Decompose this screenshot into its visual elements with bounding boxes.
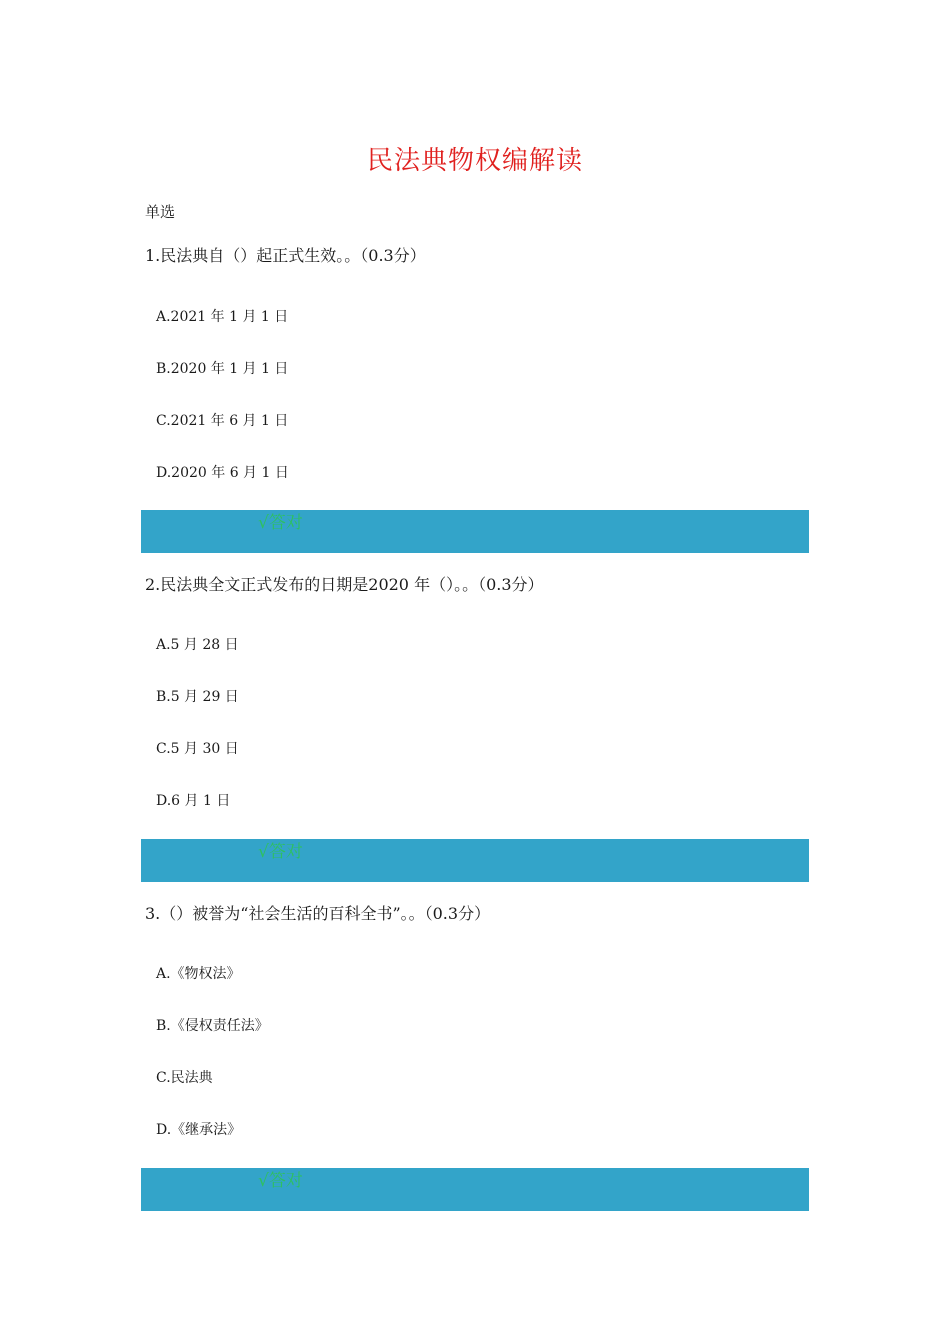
answer-bar: [141, 839, 809, 882]
question-text: 1.民法典自（）起正式生效。。（0.3分）: [145, 246, 426, 265]
option-d[interactable]: D.6 月 1 日: [156, 793, 231, 809]
option-b[interactable]: B.《侵权责任法》: [156, 1018, 269, 1034]
question-3: [0, 902, 950, 1202]
option-d[interactable]: D.《继承法》: [156, 1122, 242, 1138]
option-a[interactable]: A.2021 年 1 月 1 日: [156, 309, 289, 325]
option-a[interactable]: A.5 月 28 日: [156, 637, 239, 653]
page-title: 民法典物权编解读: [366, 146, 583, 176]
answer-result: √答对: [258, 842, 303, 862]
option-d[interactable]: D.2020 年 6 月 1 日: [156, 465, 289, 481]
option-c[interactable]: C.民法典: [156, 1070, 213, 1086]
question-2: [0, 573, 950, 873]
option-c[interactable]: C.5 月 30 日: [156, 741, 239, 757]
answer-result: √答对: [258, 1171, 303, 1191]
answer-result: √答对: [258, 513, 303, 533]
option-c[interactable]: C.2021 年 6 月 1 日: [156, 413, 289, 429]
section-label: 单选: [145, 203, 176, 221]
question-text: 2.民法典全文正式发布的日期是2020 年（）。。（0.3分）: [145, 575, 544, 594]
option-b[interactable]: B.5 月 29 日: [156, 689, 239, 705]
option-b[interactable]: B.2020 年 1 月 1 日: [156, 361, 289, 377]
option-a[interactable]: A.《物权法》: [156, 966, 241, 982]
answer-bar: [141, 510, 809, 553]
question-1: [0, 244, 950, 544]
question-text: 3.（）被誉为“社会生活的百科全书”。。（0.3分）: [145, 904, 491, 923]
answer-bar: [141, 1168, 809, 1211]
